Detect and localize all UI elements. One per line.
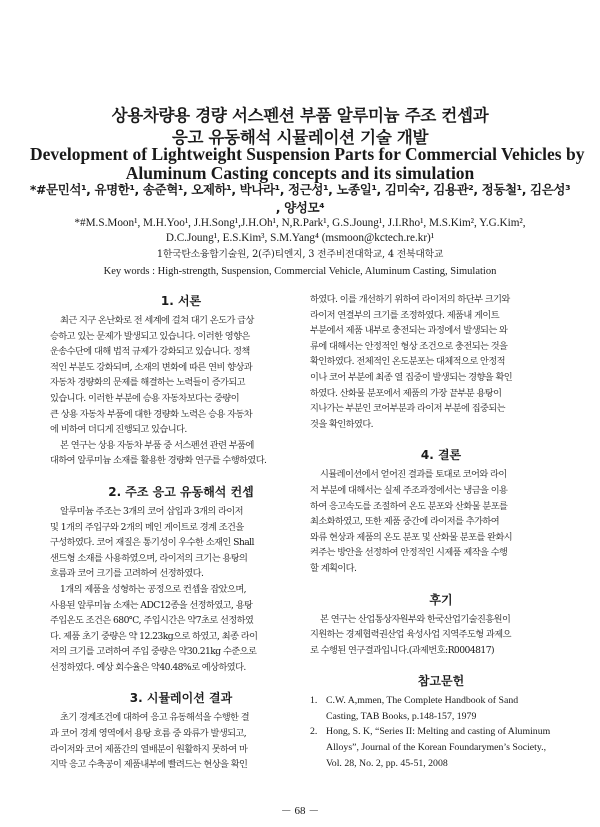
- section-heading-introduction: 1. 서론: [160, 294, 202, 308]
- authors-english-line-1: *#M.S.Moon¹, M.H.Yoo¹, J.H.Song¹,J.H.Oh¹, N,R.Park¹, G.S.Joung¹, J.I.Rho¹, M.S.Kim², Y.G.Kim²,: [74, 217, 526, 229]
- section-heading-references: 참고문헌: [417, 674, 465, 689]
- title-english-line-1: Development of Lightweight Suspension Parts for Commercial Vehicles by: [30, 144, 585, 164]
- text-line: 지나가는 부분인 코어부분과 라이저 부분에 집중되는: [310, 403, 506, 415]
- text-line: 하여 응고속도를 조절하여 온도 분포와 산화물 분포를: [310, 500, 508, 512]
- text-line: 저의 크기를 고려하여 주입 중량은 약30.21kg 수준으로: [50, 646, 257, 658]
- text-line: 와류 현상과 제품의 온도 분포 및 산화물 분포를 완화시: [310, 531, 513, 543]
- text-line: 다. 제품 초기 중량은 약 12.23kg으로 하였고, 최종 라이: [50, 630, 258, 642]
- text-line: 흐름과 코어 크기를 고려하여 선정하였다.: [50, 568, 204, 580]
- text-line: 로 수행된 연구결과입니다.(과제번호:R0004817): [310, 644, 495, 656]
- reference-list: [310, 693, 572, 771]
- text-line: 지막 응고 수축공이 제품내부에 빨려드는 현상을 확인: [50, 759, 248, 771]
- text-line: 사용된 알루미늄 소재는 ADC12종을 선정하였고, 용탕: [50, 599, 253, 611]
- right-column: [310, 292, 572, 771]
- text-line: 적인 부분도 강화되며, 소재의 변화에 따른 연비 향상과: [50, 361, 253, 373]
- page-number: － 68 －: [280, 805, 320, 817]
- text-line: 부분에서 제품 내부로 충전되는 과정에서 발생되는 와: [310, 325, 508, 337]
- authors-korean-line-1: *#문민석¹, 유명한¹, 송준혁¹, 오제하¹, 박나라¹, 정근성¹, 노종일¹, 김미숙², 김용관², 정동철¹, 김은성³: [29, 182, 571, 197]
- left-column: [50, 292, 312, 773]
- section-heading-acknowledgement: 후기: [429, 592, 453, 607]
- text-line: 것을 확인하였다.: [310, 418, 374, 430]
- paragraph-intro-2: [50, 438, 312, 469]
- text-line: 켜주는 방안을 선정하여 안정적인 시제품 제작을 수행: [310, 547, 508, 559]
- text-line: 하였다. 이를 개선하기 위하여 라이저의 하단부 크기와: [310, 294, 510, 305]
- paragraph-simulation-continued: [310, 292, 572, 432]
- text-line: 할 계획이다.: [310, 562, 357, 574]
- text-line: 시뮬레이션에서 얻어진 결과를 토대로 코어와 라이: [320, 469, 507, 481]
- paragraph-simulation-1: [50, 710, 312, 772]
- authors-korean: [20, 181, 580, 217]
- reference-line: Vol. 28, No. 2, pp. 45-51, 2008: [326, 757, 448, 769]
- paragraph-method-2: [50, 582, 312, 676]
- title-english-line-2: Aluminum Casting concepts and its simulation: [125, 163, 475, 183]
- text-line: 저 부분에 대해서는 실제 주조과정에서는 냉금을 이용: [310, 484, 508, 496]
- text-line: 하였다. 산화물 분포에서 제품의 가장 끝부분 용탕이: [310, 387, 502, 399]
- authors-english-line-2: D.C.Joung¹, E.S.Kim³, S.M.Yang⁴ (msmoon@kctech.re.kr)¹: [165, 231, 435, 244]
- text-line: 확인하였다. 전체적인 온도분포는 대체적으로 안정적: [310, 356, 506, 368]
- text-line: 운송수단에 대해 법적 규제가 강화되고 있습니다. 정책: [50, 346, 250, 358]
- text-line: 최소화하였고, 또한 제품 중간에 라이저를 추가하여: [310, 516, 500, 528]
- paragraph-method-1: [50, 504, 312, 582]
- text-line: 있습니다. 이러한 부분에 승용 자동차보다는 중량이: [50, 392, 240, 404]
- text-line: 자동차 경량화의 문제를 해결하는 노력들이 증가되고: [50, 377, 246, 389]
- reference-line: Casting, TAB Books, p.148-157, 1979: [326, 710, 477, 722]
- text-line: 대하여 알루미늄 소재를 활용한 경량화 연구를 수행하였다.: [50, 455, 267, 467]
- title-korean-line-2: 응고 유동해석 시뮬레이션 기술 개발: [171, 128, 429, 147]
- text-line: 구성하였다. 코어 재질은 통기성이 우수한 소재인 Shall: [50, 537, 254, 549]
- authors-korean-line-2: , 양성모⁴: [275, 200, 325, 215]
- reference-line: C.W. A,mmen, The Complete Handbook of Sand: [326, 695, 519, 707]
- reference-line: Hong, S. K, “Series II: Melting and casting of Aluminum: [326, 726, 551, 738]
- text-line: 주입온도 조건은 680℃, 주입시간은 약7초로 선정하였: [50, 615, 254, 627]
- text-line: 샌드형 소재를 사용하였으며, 라이저의 크기는 용탕의: [50, 552, 248, 564]
- text-line: 최근 지구 온난화로 전 세계에 걸쳐 대기 온도가 급상: [60, 315, 254, 326]
- reference-number: 2.: [310, 726, 318, 738]
- text-line: 에 비하여 더디게 진행되고 있습니다.: [50, 424, 187, 436]
- text-line: 본 연구는 산업통상자원부와 한국산업기술진흥원이: [320, 613, 511, 625]
- section-heading-conclusion: 4. 결론: [420, 448, 462, 463]
- reference-item: [310, 724, 572, 771]
- text-line: 지원하는 경제협력권산업 육성사업 지역주도형 과제으: [310, 629, 511, 641]
- text-line: 선정하였다. 예상 회수율은 약40.48%로 예상하였다.: [50, 661, 246, 673]
- paragraph-intro-1: [50, 313, 312, 438]
- authors-english: [20, 216, 580, 245]
- reference-number: 1.: [310, 695, 318, 707]
- keywords: Key words : High-strength, Suspension, Commercial Vehicle, Aluminum Casting, Simulation: [103, 266, 497, 277]
- text-line: 초기 경계조건에 대하여 응고 유동해석을 수행한 결: [60, 712, 250, 724]
- paragraph-conclusion: [310, 467, 572, 576]
- paragraph-acknowledgement: [310, 612, 572, 659]
- text-line: 본 연구는 상용 자동차 부품 중 서스펜션 관련 부품에: [60, 439, 254, 451]
- text-line: 류에 대해서는 안정적인 형상 조건으로 충전되는 것을: [310, 340, 508, 352]
- text-line: 이나 코어 부분에 최종 열 집중이 발생되는 경향을 확인: [310, 371, 513, 383]
- section-heading-simulation: 3. 시뮬레이션 결과: [129, 691, 233, 706]
- title-korean-line-1: 상용차량용 경량 서스펜션 부품 알루미늄 주조 컨셉과: [111, 106, 489, 125]
- text-line: 라이저 연결부의 크기를 조정하였다. 제품내 게이트: [310, 309, 500, 321]
- text-line: 1개의 제품을 성형하는 공정으로 컨셉을 잡았으며,: [60, 583, 247, 595]
- text-line: 큰 상용 자동차 부품에 대한 경량화 노력은 승용 자동차: [50, 408, 253, 420]
- affiliations: 1한국탄소융합기술원, 2(주)티엔지, 3 전주비전대학교, 4 전북대학교: [156, 249, 444, 260]
- text-line: 승하고 있는 문제가 발생되고 있습니다. 이러한 영향은: [50, 330, 250, 342]
- text-line: 알루미늄 주조는 3개의 코어 삽입과 3개의 라이저: [60, 505, 243, 517]
- text-line: 라이저와 코어 제품간의 열배분이 원활하지 못하여 마: [50, 743, 248, 755]
- reference-item: [310, 693, 572, 724]
- section-heading-method: 2. 주조 응고 유동해석 컨셉: [108, 484, 254, 499]
- text-line: 과 코어 경계 영역에서 용탕 흐름 중 와류가 발생되고,: [50, 728, 247, 740]
- text-line: 및 1개의 주입구와 2개의 메인 게이트로 경계 조건을: [50, 521, 244, 533]
- reference-line: Alloys”, Journal of the Korean Foundarymen’s Society.,: [326, 742, 547, 754]
